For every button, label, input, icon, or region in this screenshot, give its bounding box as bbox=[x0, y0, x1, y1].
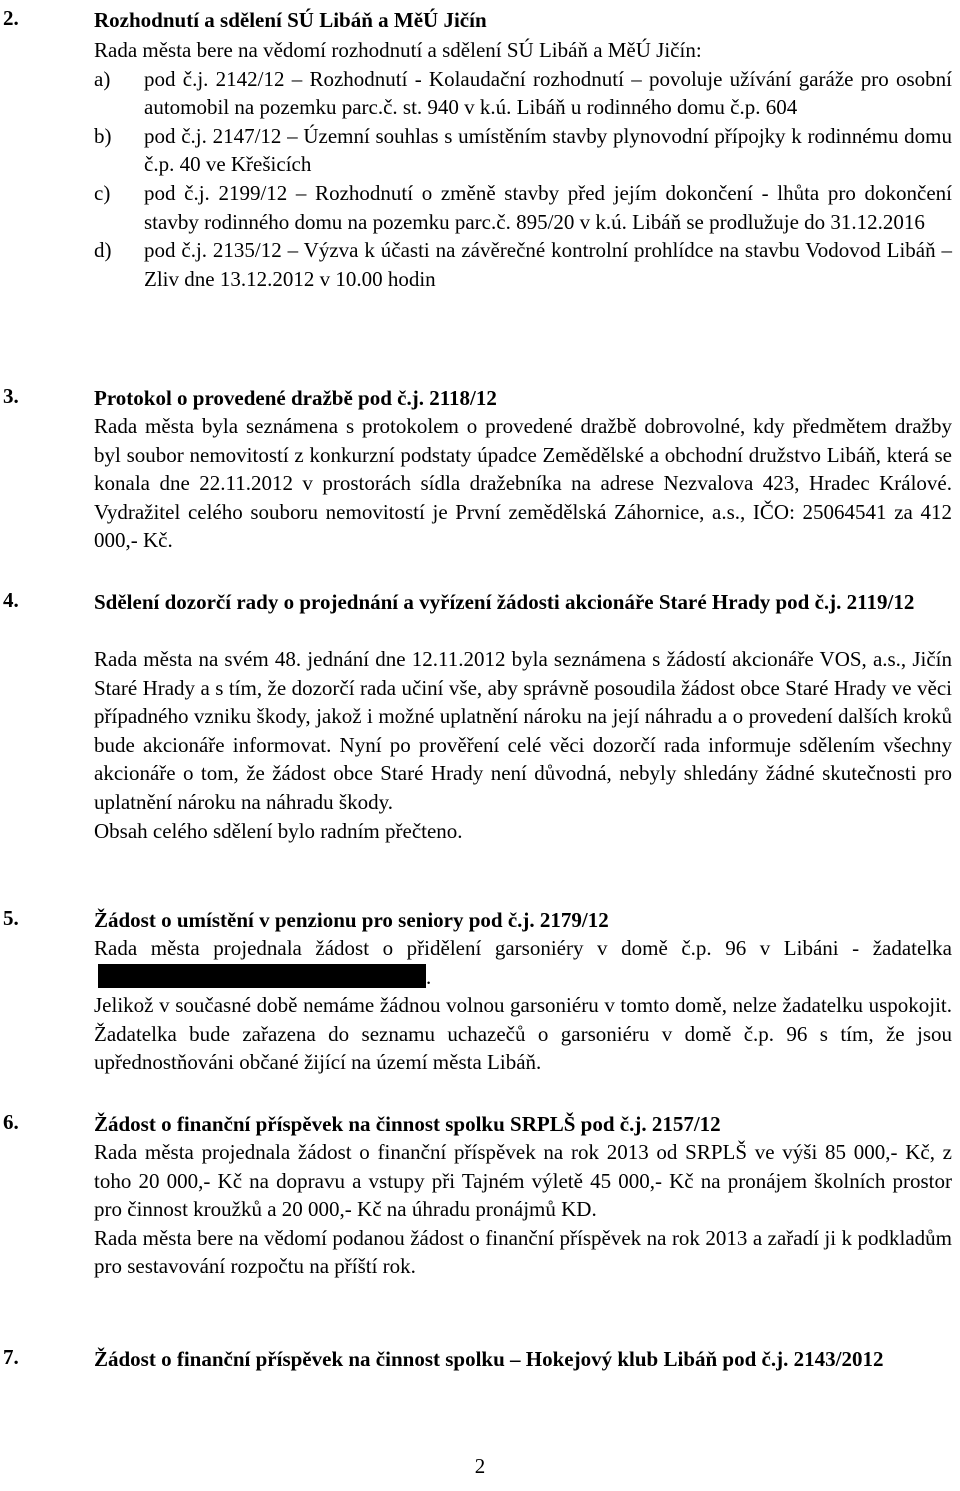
paragraph: Obsah celého sdělení bylo radním přečteno. bbox=[94, 818, 463, 843]
section-number: 3. bbox=[3, 384, 19, 408]
section-body bbox=[94, 1138, 952, 1281]
item-label: b) bbox=[94, 123, 112, 148]
section-title: Žádost o finanční příspěvek na činnost spolku SRPLŠ pod č.j. 2157/12 bbox=[94, 1112, 721, 1136]
section-body bbox=[94, 36, 952, 293]
item-label: d) bbox=[94, 238, 112, 263]
section-body bbox=[94, 934, 952, 1077]
section-number: 6. bbox=[3, 1110, 19, 1134]
paragraph bbox=[94, 934, 952, 991]
section-number: 5. bbox=[3, 906, 19, 930]
item-text: pod č.j. 2147/12 – Územní souhlas s umístěním stavby plynovodní přípojky k rodinnému domu č.p. 40 ve Křešicích bbox=[144, 123, 952, 177]
item-label: c) bbox=[94, 180, 111, 205]
list-item bbox=[94, 179, 952, 236]
paragraph: Rada města byla seznámena s protokolem o provedené dražbě dobrovolné, kdy předmětem dražby byl soubor nemovitostí z konkurzní podstaty úpadce Zemědělské a obchodní družstvo Libáň, která se konala dne 22.11.2012 v prostorách sídla dražebníka na adrese Nezvalova 423, Hradec Králové. Vydražitel celého souboru nemovitostí je První zemědělská Záhornice, a.s., IČO: 25064541 za 412 000,- Kč. bbox=[94, 414, 952, 553]
section-number: 2. bbox=[3, 6, 19, 30]
page-number: 2 bbox=[474, 1454, 486, 1478]
item-text: pod č.j. 2135/12 – Výzva k účasti na závěrečné kontrolní prohlídce na stavbu Vodovod Libáň – Zliv dne 13.12.2012 v 10.00 hodin bbox=[144, 238, 952, 291]
paragraph-end: . bbox=[426, 964, 432, 989]
section-title: Sdělení dozorčí rady o projednání a vyřízení žádosti akcionáře Staré Hrady pod č.j. 2119/12 bbox=[94, 590, 915, 614]
section-title: Žádost o finanční příspěvek na činnost spolku – Hokejový klub Libáň pod č.j. 2143/2012 bbox=[94, 1347, 884, 1371]
paragraph: Jelikož v současné době nemáme žádnou volnou garsoniéru v tomto domě, nelze žadatelku uspokojit. Žadatelka bude zařazena do seznamu uchazečů o garsoniéru v domě č.p. 96 s tím, že jsou upřednostňováni občané žijící na území města Libáň. bbox=[94, 993, 952, 1075]
paragraph-text: Rada města projednala žádost o přidělení garsoniéry v domě č.p. 96 v Libáni - žadatelka bbox=[94, 936, 952, 960]
list-item bbox=[94, 122, 952, 179]
item-text: pod č.j. 2199/12 – Rozhodnutí o změně stavby před jejím dokončení - lhůta pro dokončení stavby rodinného domu na pozemku parc.č. 895/20 v k.ú. Libáň se prodlužuje do 31.12.2016 bbox=[144, 180, 952, 234]
paragraph: Rada města na svém 48. jednání dne 12.11.2012 byla seznámena s žádostí akcionáře VOS, a.s., Jičín Staré Hrady a s tím, že dozorčí rada učiní vše, aby správně posoudila žádost obce Staré Hrady ve věci případného vzniku škody, jakož i možné uplatnění nároku na její náhradu a o provedení dalších kroků bude akcionáře informovat. Nyní po prověření celé věci dozorčí rada informuje sdělením všechny akcionáře o tom, že žádost obce Staré Hrady není důvodná, nebyly shledány žádné skutečnosti pro uplatnění nároku na náhradu škody. bbox=[94, 647, 952, 814]
section-number: 7. bbox=[3, 1345, 19, 1369]
section-body bbox=[94, 645, 952, 845]
paragraph: Rada města bere na vědomí podanou žádost o finanční příspěvek na rok 2013 a zařadí ji k podkladům pro sestavování rozpočtu na příští rok. bbox=[94, 1225, 952, 1279]
list-item bbox=[94, 65, 952, 122]
redaction-bar bbox=[98, 964, 426, 988]
section-intro: Rada města bere na vědomí rozhodnutí a sdělení SÚ Libáň a MěÚ Jičín: bbox=[94, 38, 702, 62]
section-number: 4. bbox=[3, 588, 19, 612]
item-label: a) bbox=[94, 66, 111, 91]
section-title: Žádost o umístění v penzionu pro seniory pod č.j. 2179/12 bbox=[94, 908, 609, 932]
section-title: Protokol o provedené dražbě pod č.j. 2118/12 bbox=[94, 386, 497, 410]
section-title: Rozhodnutí a sdělení SÚ Libáň a MěÚ Jičín bbox=[94, 8, 487, 32]
paragraph: Rada města projednala žádost o finanční příspěvek na rok 2013 od SRPLŠ ve výši 85 000,- Kč, z toho 20 000,- Kč na dopravu a vstupy při Tajném výletě 45 000,- Kč na pronájem školních prostor pro činnost kroužků a 20 000,- Kč na úhradu pronájmů KD. bbox=[94, 1140, 952, 1222]
item-text: pod č.j. 2142/12 – Rozhodnutí - Kolaudační rozhodnutí – povoluje užívání garáže pro osobní automobil na pozemku parc.č. st. 940 v k.ú. Libáň u rodinného domu č.p. 604 bbox=[144, 66, 952, 120]
list-item bbox=[94, 236, 952, 293]
section-body bbox=[94, 412, 952, 555]
